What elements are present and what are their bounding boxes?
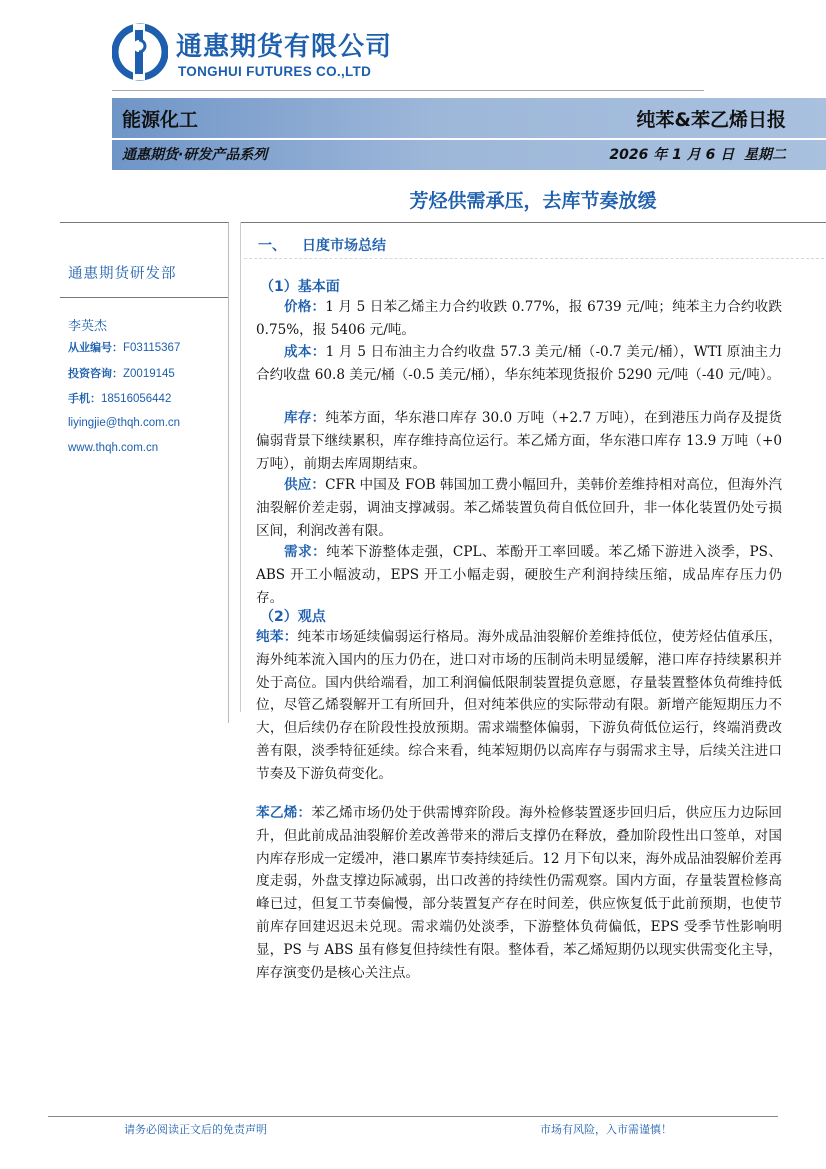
research-department: 通惠期货研发部 bbox=[68, 266, 177, 282]
paragraph-text: 纯苯下游整体走强，CPL、苯酚开工率回暖。苯乙烯下游进入淡季，PS、ABS 开工小幅波动，EPS 开工小幅走弱，硬胶生产利润持续压缩，成品库存压力仍存。 bbox=[256, 544, 782, 606]
report-title: 纯苯&苯乙烯日报 bbox=[636, 109, 786, 131]
views-heading: （2）观点 bbox=[260, 609, 326, 625]
report-date: 2026 年 1 月 6 日 bbox=[609, 147, 735, 163]
company-website-link[interactable]: www.thqh.com.cn bbox=[68, 442, 159, 454]
credential-label: 手机： bbox=[68, 392, 101, 405]
column-divider bbox=[240, 222, 241, 712]
credential-value: 18516056442 bbox=[101, 393, 172, 405]
report-weekday: 星期二 bbox=[744, 147, 786, 163]
basics-heading: （1）基本面 bbox=[260, 279, 340, 295]
report-category: 能源化工 bbox=[122, 109, 199, 131]
paragraph-key: 成本： bbox=[284, 344, 326, 360]
basics-supply-paragraph bbox=[256, 474, 782, 542]
sidebar-divider bbox=[60, 297, 228, 298]
basics-inventory-paragraph bbox=[256, 407, 782, 475]
paragraph-text: 纯苯方面，华东港口库存 30.0 万吨（+2.7 万吨），在到港压力尚存及提货偏弱背景下继续累积，库存维持高位运行。苯乙烯方面，华东港口库存 13.9 万吨（+0 万吨），前期去库周期结束。 bbox=[256, 410, 783, 472]
credential-value: Z0019145 bbox=[123, 368, 175, 380]
paragraph-text: 1 月 5 日苯乙烯主力合约收跌 0.77%，报 6739 元/吨；纯苯主力合约收跌 0.75%，报 5406 元/吨。 bbox=[256, 299, 782, 338]
analyst-name: 李英杰 bbox=[68, 319, 108, 334]
basics-price-paragraph bbox=[256, 296, 782, 342]
paragraph-key: 苯乙烯： bbox=[256, 805, 312, 821]
report-dateline bbox=[609, 144, 786, 164]
section-rule bbox=[244, 258, 824, 259]
paragraph-text: CFR 中国及 FOB 韩国加工费小幅回升，美韩价差维持相对高位，但海外汽油裂解价差走弱，调油支撑减弱。苯乙烯装置负荷自低位回升，非一体化装置仍处亏损区间，利润改善有限。 bbox=[256, 477, 782, 539]
company-name-en: TONGHUI FUTURES CO.,LTD bbox=[178, 64, 372, 79]
paragraph-key: 库存： bbox=[284, 410, 326, 426]
paragraph-text: 纯苯市场延续偏弱运行格局。海外成品油裂解价差维持低位，使芳烃估值承压，海外纯苯流入国内的压力仍在，进口对市场的压制尚未明显缓解，港口库存持续累积并处于高位。国内供给端看，加工利润偏低限制装置提负意愿，存量装置整体负荷维持低位，尽管乙烯裂解开工有所回升，但对纯苯供应的实际带动有限。新增产能短期压力不大，但后续仍存在阶段性投放预期。需求端整体偏弱，下游负荷低位运行，终端消费改善有限，淡季特征延续。综合来看，纯苯短期仍以高库存与弱需求主导，后续关注进口节奏及下游负荷变化。 bbox=[256, 629, 782, 782]
footer-divider bbox=[48, 1116, 778, 1117]
paragraph-text: 苯乙烯市场仍处于供需博弈阶段。海外检修装置逐步回归后，供应压力边际回升，但此前成品油裂解价差改善带来的滞后支撑仍在释放，叠加阶段性出口签单，对国内库存形成一定缓冲，港口累库节奏持续延后。12 月下旬以来，海外成品油裂解价差再度走弱，外盘支撑边际减弱，出口改善的持续性仍需观察。国内方面，存量装置检修高峰已过，但复工节奏偏慢，部分装置复产存在时间差，供应恢复低于此前预期，也使节前库存回建迟迟未兑现。需求端仍处淡季，下游整体负荷偏低，EPS 受季节性影响明显，PS 与 ABS 虽有修复但持续性有限。整体看，苯乙烯短期仍以现实供需变化主导，库存演变仍是核心关注点。 bbox=[256, 805, 783, 981]
paragraph-key: 纯苯： bbox=[256, 629, 298, 645]
paragraph-text: 1 月 5 日布油主力合约收盘 57.3 美元/桶（-0.7 美元/桶），WTI 原油主力合约收盘 60.8 美元/桶（-0.5 美元/桶），华东纯苯现货报价 5290 元/吨（-40 元/吨）。 bbox=[256, 344, 783, 383]
report-series: 通惠期货·研发产品系列 bbox=[122, 147, 268, 163]
credential-label: 从业编号： bbox=[68, 341, 123, 354]
section-title: 日度市场总结 bbox=[302, 238, 386, 254]
report-banner bbox=[112, 98, 826, 170]
company-logo-mark-icon bbox=[112, 22, 168, 82]
header-divider bbox=[112, 90, 704, 91]
credential-advisory-number bbox=[68, 365, 175, 381]
banner-top-row bbox=[112, 98, 826, 138]
banner-divider bbox=[112, 138, 826, 140]
analyst-sidebar bbox=[60, 222, 229, 723]
paragraph-key: 需求： bbox=[284, 544, 327, 560]
views-styrene-paragraph bbox=[256, 802, 782, 984]
views-benzene-paragraph bbox=[256, 626, 782, 786]
footer-risk-notice: 市场有风险，入市需谨慎！ bbox=[540, 1123, 672, 1136]
footer-disclaimer: 请务必阅读正文后的免责声明 bbox=[124, 1123, 267, 1136]
section-heading bbox=[258, 235, 386, 255]
headline: 芳烃供需承压，去库节奏放缓 bbox=[409, 190, 657, 212]
credential-label: 投资咨询： bbox=[68, 367, 123, 380]
main-top-rule bbox=[240, 222, 826, 223]
credential-practice-number bbox=[68, 339, 180, 355]
credential-mobile bbox=[68, 390, 171, 406]
paragraph-key: 供应： bbox=[284, 477, 326, 493]
basics-cost-paragraph bbox=[256, 341, 782, 387]
credential-value: F03115367 bbox=[123, 342, 181, 354]
analyst-email-link[interactable]: liyingjie@thqh.com.cn bbox=[68, 417, 181, 429]
section-number: 一、 bbox=[258, 238, 286, 254]
basics-demand-paragraph bbox=[256, 541, 782, 609]
company-logo bbox=[112, 22, 412, 84]
company-name-cn: 通惠期货有限公司 bbox=[176, 32, 393, 62]
paragraph-key: 价格： bbox=[284, 299, 326, 315]
